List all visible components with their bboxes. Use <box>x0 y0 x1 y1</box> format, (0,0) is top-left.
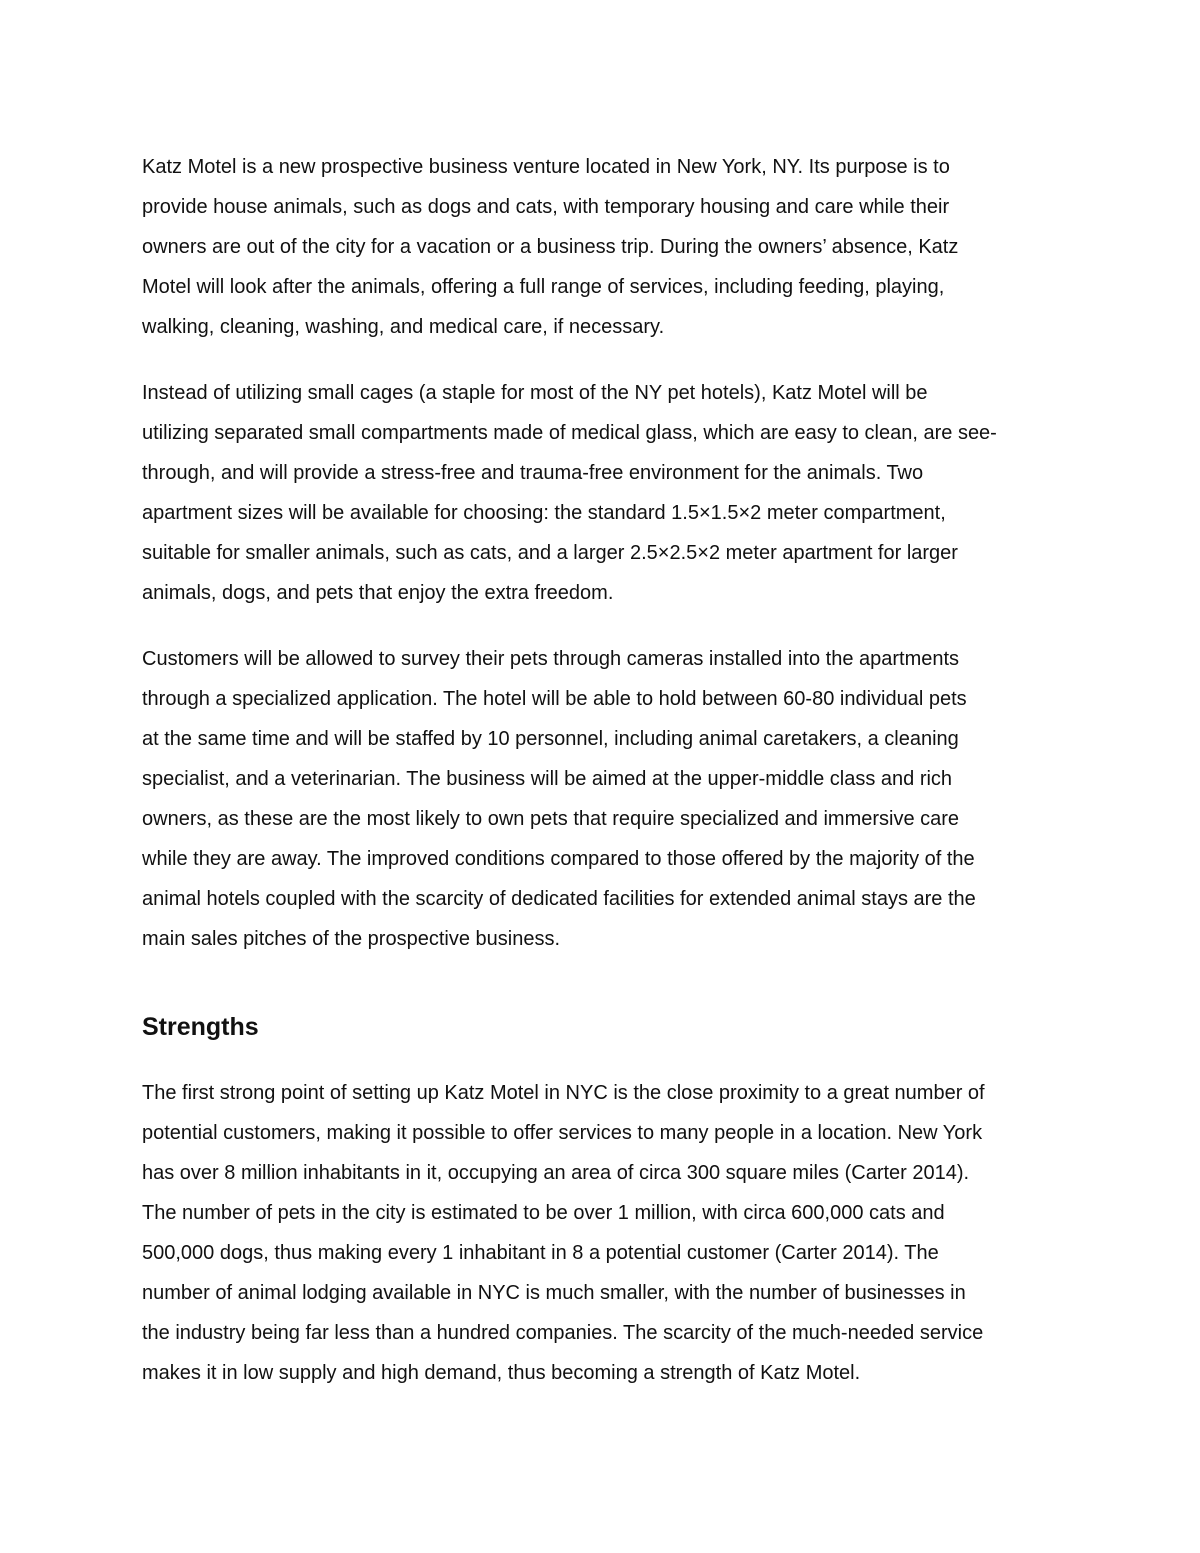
text-line: while they are away. The improved conditions compared to those offered by the majority of the <box>142 848 975 870</box>
paragraph-strengths <box>142 1073 1062 1393</box>
paragraph-intro <box>142 147 1062 347</box>
text-line: owners, as these are the most likely to own pets that require specialized and immersive care <box>142 808 960 830</box>
document-body <box>142 147 1062 1419</box>
text-line: potential customers, making it possible to offer services to many people in a location. New York <box>142 1122 983 1144</box>
text-line: Customers will be allowed to survey their pets through cameras installed into the apartments <box>142 648 960 670</box>
text-line: specialist, and a veterinarian. The business will be aimed at the upper-middle class and rich <box>142 768 953 790</box>
text-line: at the same time and will be staffed by 10 personnel, including animal caretakers, a cleaning <box>142 728 959 750</box>
text-line: apartment sizes will be available for choosing: the standard 1.5×1.5×2 meter compartment, <box>142 502 946 524</box>
text-line: through, and will provide a stress-free and trauma-free environment for the animals. Two <box>142 462 924 484</box>
text-line: 500,000 dogs, thus making every 1 inhabitant in 8 a potential customer (Carter 2014). The <box>142 1242 939 1264</box>
text-line: main sales pitches of the prospective business. <box>142 928 560 950</box>
text-line: animals, dogs, and pets that enjoy the extra freedom. <box>142 582 614 604</box>
text-line: provide house animals, such as dogs and cats, with temporary housing and care while their <box>142 196 950 218</box>
section-heading-strengths: Strengths <box>142 1013 259 1041</box>
text-line: has over 8 million inhabitants in it, occupying an area of circa 300 square miles (Carter 2014). <box>142 1162 970 1184</box>
text-line: number of animal lodging available in NYC is much smaller, with the number of businesses in <box>142 1282 966 1304</box>
text-line: Motel will look after the animals, offering a full range of services, including feeding, playing, <box>142 276 945 298</box>
text-line: owners are out of the city for a vacation or a business trip. During the owners’ absence, Katz <box>142 236 959 258</box>
text-line: Katz Motel is a new prospective business venture located in New York, NY. Its purpose is to <box>142 156 950 178</box>
text-line: utilizing separated small compartments made of medical glass, which are easy to clean, are see- <box>142 422 997 444</box>
text-line: animal hotels coupled with the scarcity of dedicated facilities for extended animal stays are the <box>142 888 976 910</box>
text-line: suitable for smaller animals, such as cats, and a larger 2.5×2.5×2 meter apartment for larger <box>142 542 958 564</box>
text-line: Instead of utilizing small cages (a staple for most of the NY pet hotels), Katz Motel will be <box>142 382 928 404</box>
text-line: the industry being far less than a hundred companies. The scarcity of the much-needed service <box>142 1322 984 1344</box>
paragraph-customers <box>142 639 1062 959</box>
text-line: makes it in low supply and high demand, thus becoming a strength of Katz Motel. <box>142 1362 861 1384</box>
text-line: The number of pets in the city is estimated to be over 1 million, with circa 600,000 cats and <box>142 1202 945 1224</box>
paragraph-compartments <box>142 373 1062 613</box>
text-line: The first strong point of setting up Katz Motel in NYC is the close proximity to a great number of <box>142 1082 985 1104</box>
text-line: through a specialized application. The hotel will be able to hold between 60-80 individual pets <box>142 688 967 710</box>
text-line: walking, cleaning, washing, and medical care, if necessary. <box>142 316 665 338</box>
